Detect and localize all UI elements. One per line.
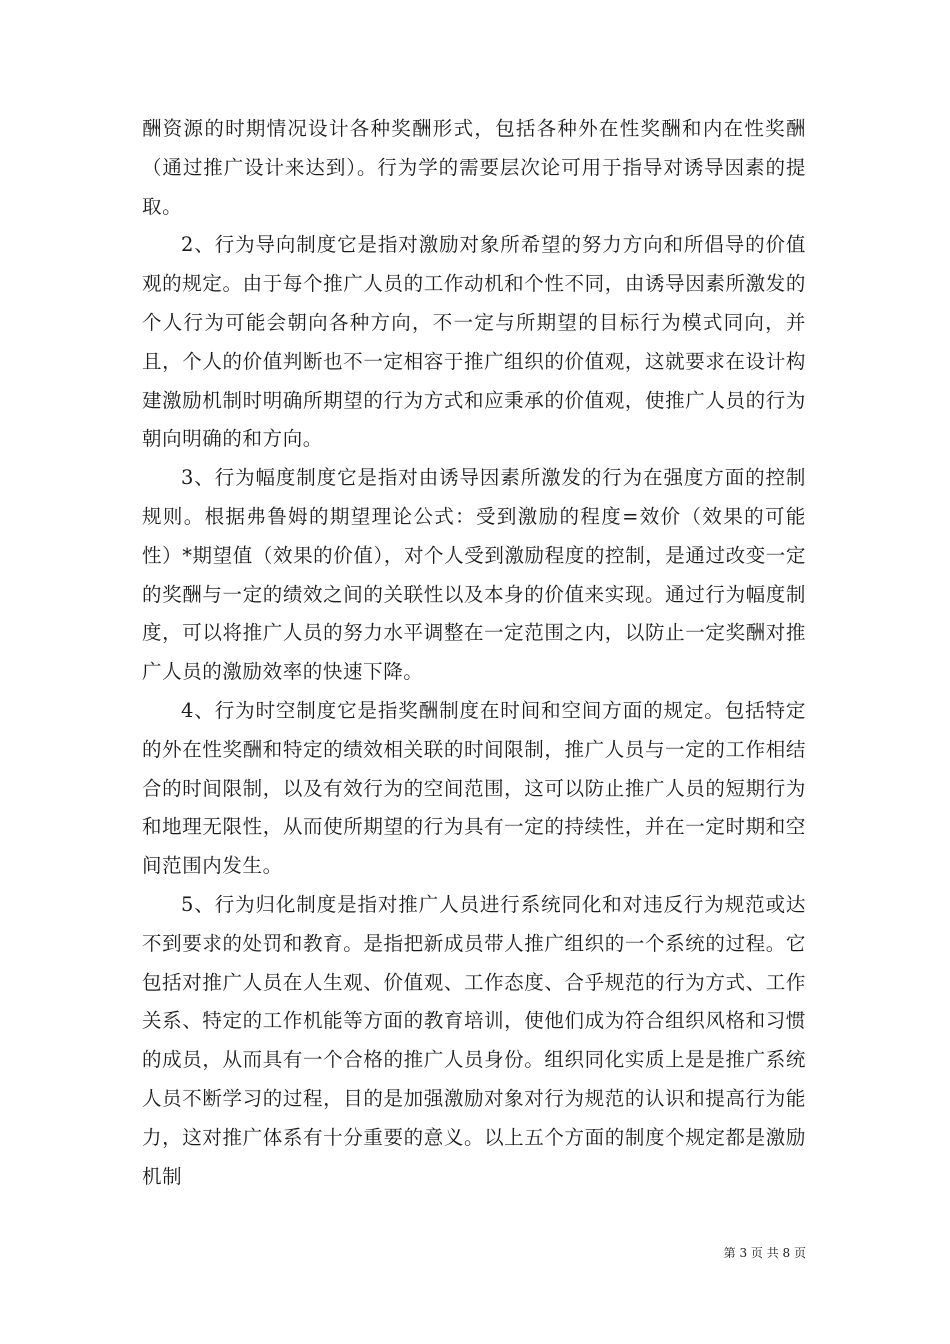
paragraph-behavior-assimilation: 5、行为归化制度是指对推广人员进行系统同化和对违反行为规范或达不到要求的处罚和教育。是指把新成员带人推广组织的一个系统的过程。它包括对推广人员在人生观、价值观、工作态度、合乎规范的行为方式、工作关系、特定的工作机能等方面的教育培训，使他们成为符合组织风格和习惯的成员，从而具有一个合格的推广人员身份。组织同化实质上是是推广系统人员不断学习的过程，目的是加强激励对象对行为规范的认识和提高行为能力，这对推广体系有十分重要的意义。以上五个方面的制度个规定都是激励机制 [142,892,806,1188]
page-number-footer: 第 3 页 共 8 页 [723,1246,806,1260]
paragraph-continuation: 酬资源的时期情况设计各种奖酬形式，包括各种外在性奖酬和内在性奖酬（通过推广设计来达到）。行为学的需要层次论可用于指导对诱导因素的提取。 [142,117,806,218]
paragraph-behavior-magnitude: 3、行为幅度制度它是指对由诱导因素所激发的行为在强度方面的控制规则。根据弗鲁姆的期望理论公式：受到激励的程度=效价（效果的可能性）*期望值（效果的价值），对个人受到激励程度的控制，是通过改变一定的奖酬与一定的绩效之间的关联性以及本身的价值来实现。通过行为幅度制度，可以将推广人员的努力水平调整在一定范围之内，以防止一定奖酬对推广人员的激励效率的快速下降。 [142,466,806,684]
paragraph-behavior-time-space: 4、行为时空制度它是指奖酬制度在时间和空间方面的规定。包括特定的外在性奖酬和特定的绩效相关联的时间限制，推广人员与一定的工作相结合的时间限制，以及有效行为的空间范围，这可以防止推广人员的短期行为和地理无限性，从而使所期望的行为具有一定的持续性，并在一定时期和空间范围内发生。 [142,698,806,878]
document-body [142,110,806,1196]
paragraph-behavior-guidance: 2、行为导向制度它是指对激励对象所希望的努力方向和所倡导的价值观的规定。由于每个推广人员的工作动机和个性不同，由诱导因素所激发的个人行为可能会朝向各种方向，不一定与所期望的目标行为模式同向，并且，个人的价值判断也不一定相容于推广组织的价值观，这就要求在设计构建激励机制时明确所期望的行为方式和应秉承的价值观，使推广人员的行为朝向明确的和方向。 [142,233,806,451]
